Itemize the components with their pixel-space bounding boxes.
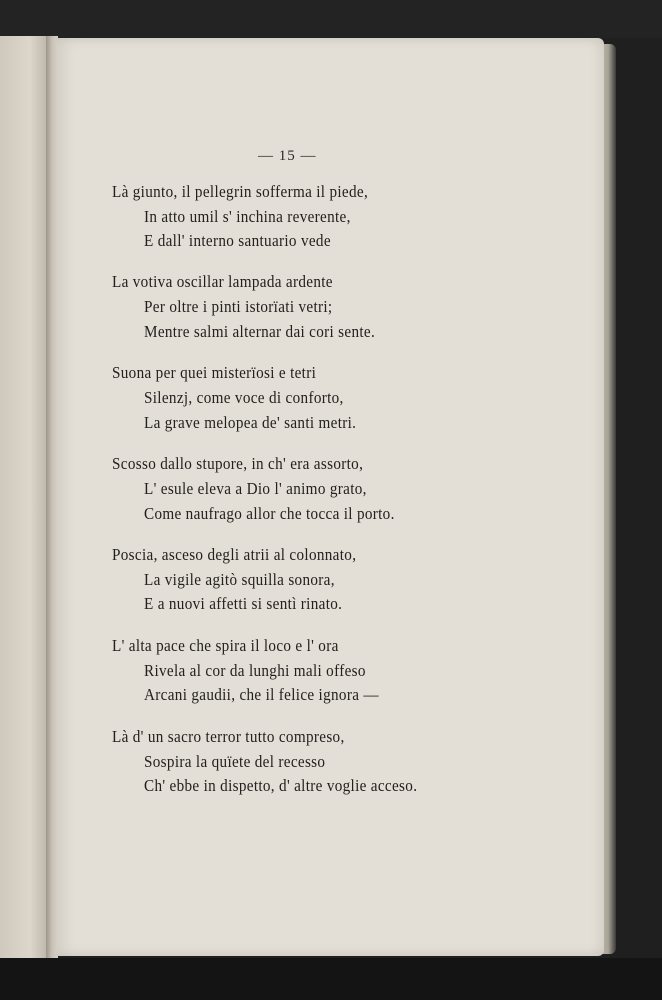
verse-line: Poscia, asceso degli atrii al colonnato, [112,545,357,564]
verse-line: Silenzj, come voce di conforto, [144,388,344,407]
verse-line: Arcani gaudii, che il felice ignora — [144,685,379,704]
verse-line: Per oltre i pinti istorïati vetri; [144,297,333,316]
verse-line: La grave melopea de' santi metri. [144,413,357,432]
verse-line: Là giunto, il pellegrin sofferma il piede, [112,182,369,201]
verse-line: E a nuovi affetti si sentì rinato. [144,594,343,613]
scan-background-top [0,0,662,38]
verse-line: Là d' un sacro terror tutto compreso, [112,727,345,746]
verse-line: Scosso dallo stupore, in ch' era assorto, [112,454,364,473]
verse-line: In atto umil s' inchina reverente, [144,207,351,226]
verse-line: Sospira la quïete del recesso [144,752,326,771]
verse-line: E dall' interno santuario vede [144,231,331,250]
verse-line: Ch' ebbe in dispetto, d' altre voglie acceso. [144,776,418,795]
verse-line: La votiva oscillar lampada ardente [112,272,333,291]
left-page-edge [0,36,50,958]
verse-line: Rivela al cor da lunghi mali offeso [144,661,366,680]
verse-line: Mentre salmi alternar dai cori sente. [144,322,376,341]
verse-line: Suona per quei misterïosi e tetri [112,363,317,382]
scan-background-bottom [0,958,662,1000]
verse-line: L' esule eleva a Dio l' animo grato, [144,479,367,498]
page-number: — 15 — [258,148,317,164]
verse-line: La vigile agitò squilla sonora, [144,570,335,589]
verse-line: Come naufrago allor che tocca il porto. [144,504,395,523]
verse-line: L' alta pace che spira il loco e l' ora [112,636,339,655]
